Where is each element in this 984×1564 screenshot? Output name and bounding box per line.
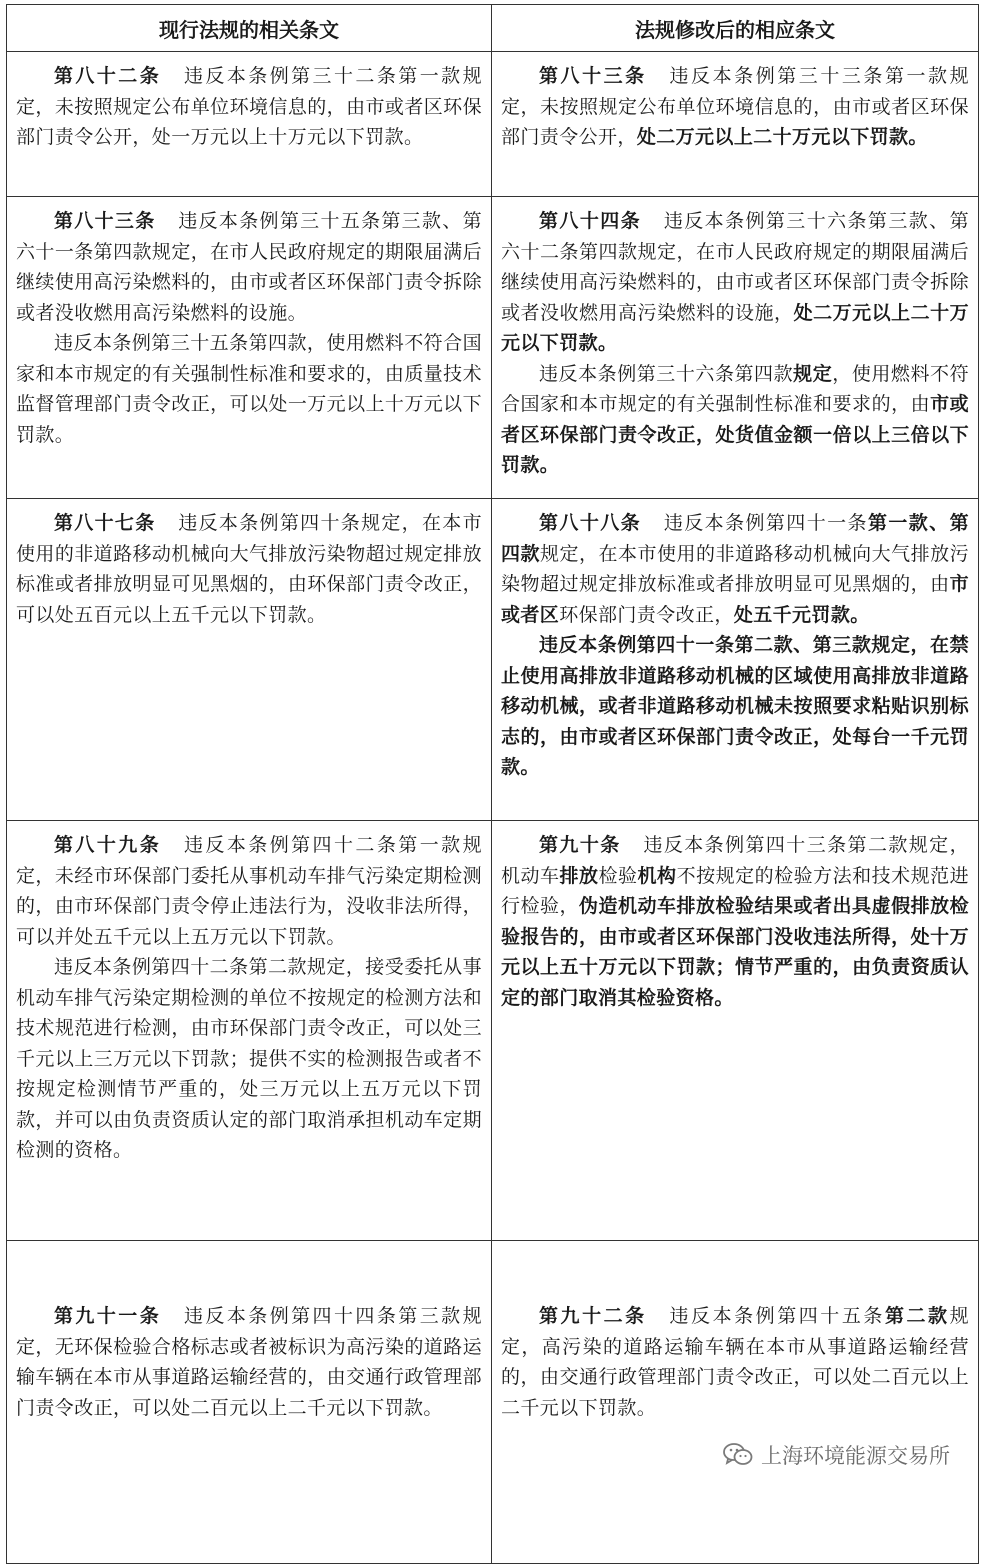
clause-text: 违反本条例第四十五条	[669, 1305, 885, 1327]
table-row	[7, 1241, 979, 1564]
clause-paragraph	[501, 630, 969, 783]
table-row	[7, 52, 979, 197]
header-row	[7, 5, 979, 52]
emphasized-text: 机构	[637, 864, 677, 887]
article-number: 第八十七条	[54, 512, 156, 534]
clause-text: 检验	[598, 864, 638, 887]
clause-text: 规定，高污染的道路运输车辆在本市从事道路运输经营的，由交通行政管理部门责令改正，可以处二百元以上二千元以下罚款。	[501, 1305, 969, 1419]
table-row	[7, 499, 979, 821]
table-row	[7, 821, 979, 1241]
clause-paragraph	[16, 830, 482, 952]
revised-law-cell	[492, 821, 979, 1241]
clause-paragraph	[16, 508, 482, 630]
article-number: 第九十条	[539, 834, 621, 856]
clause-paragraph	[501, 61, 969, 153]
clause-text: 违反本条例第三十二条第一款规定，未按照规定公布单位环境信息的，由市或者区环保部门责令公开，处一万元以上十万元以下罚款。	[16, 65, 482, 148]
emphasized-text: 第一款、第四款	[501, 512, 969, 565]
clause-text: 违反本条例第四十三条第二款规定，机动车	[501, 834, 969, 887]
clause-paragraph	[16, 206, 482, 328]
clause-text: 违反本条例第三十六条第四款	[539, 362, 794, 385]
comparison-table	[6, 4, 979, 1564]
article-number: 第八十三条	[54, 210, 156, 232]
watermark-text: 上海环境能源交易所	[761, 1444, 950, 1468]
clause-text: 不按规定的检验方法和技术规范进行检验，	[501, 864, 969, 917]
clause-text: 违反本条例第四十一条	[663, 512, 868, 534]
wechat-icon	[723, 1442, 753, 1468]
article-number: 第八十九条	[54, 834, 162, 856]
emphasized-text: 处五千元罚款。	[733, 603, 870, 626]
clause-text: 违反本条例第三十五条第三款、第六十一条第四款规定，在市人民政府规定的期限届满后继续使用高污染燃料的，由市或者区环保部门责令拆除或者没收燃用高污染燃料的设施。	[16, 210, 482, 324]
article-number: 第八十二条	[54, 65, 162, 87]
clause-text: 环保部门责令改正，	[559, 603, 734, 626]
revised-law-cell	[492, 499, 979, 821]
article-number: 第九十一条	[54, 1305, 162, 1327]
emphasized-text: 排放	[559, 864, 599, 887]
current-law-cell	[7, 1241, 492, 1564]
clause-paragraph	[501, 359, 969, 481]
revised-law-cell	[492, 197, 979, 499]
emphasized-text: 第二款	[884, 1305, 950, 1327]
clause-text: 违反本条例第四十二条第一款规定，未经市环保部门委托从事机动车排气污染定期检测的，由市环保部门责令停止违法行为，没收非法所得，可以并处五千元以上五万元以下罚款。	[16, 834, 482, 948]
article-number: 第九十二条	[539, 1305, 647, 1327]
emphasized-text: 规定	[793, 362, 833, 385]
clause-paragraph	[16, 1301, 482, 1423]
clause-paragraph	[501, 1301, 969, 1423]
watermark	[723, 1440, 950, 1470]
emphasized-text: 伪造机动车排放检验结果或者出具虚假排放检验报告的，由市或者区环保部门没收违法所得，处十万元以上五十万元以下罚款；情节严重的，由负责资质认定的部门取消其检验资格。	[501, 895, 969, 1009]
header-current-law: 现行法规的相关条文	[7, 5, 492, 52]
clause-text: 规定，在本市使用的非道路移动机械向大气排放污染物超过规定排放标准或者排放明显可见黑烟的，由	[501, 542, 969, 595]
clause-text: 违反本条例第三十三条第一款规定，未按照规定公布单位环境信息的，由市或者区环保部门责令公开，	[501, 65, 969, 148]
article-number: 第八十三条	[539, 65, 647, 87]
clause-paragraph	[501, 206, 969, 359]
clause-paragraph	[16, 61, 482, 153]
revised-law-cell	[492, 1241, 979, 1564]
current-law-cell	[7, 499, 492, 821]
clause-paragraph	[16, 328, 482, 450]
emphasized-text: 处二万元以上二十万元以下罚款。	[501, 301, 969, 354]
article-number: 第八十八条	[539, 512, 642, 534]
clause-paragraph	[501, 508, 969, 630]
clause-text: 违反本条例第四十二条第二款规定，接受委托从事机动车排气污染定期检测的单位不按规定的检测方法和技术规范进行检测，由市环保部门责令改正，可以处三千元以上三万元以下罚款；提供不实的检测报告或者不按规定检测情节严重的，处三万元以上五万元以下罚款，并可以由负责资质认定的部门取消承担机动车定期检测的资格。	[16, 956, 482, 1161]
clause-text: 违反本条例第三十六条第三款、第六十二条第四款规定，在市人民政府规定的期限届满后继续使用高污染燃料的，由市或者区环保部门责令拆除或者没收燃用高污染燃料的设施，	[501, 210, 969, 324]
clause-text: 违反本条例第四十四条第三款规定，无环保检验合格标志或者被标识为高污染的道路运输车辆在本市从事道路运输经营的，由交通行政管理部门责令改正，可以处二百元以上二千元以下罚款。	[16, 1305, 482, 1419]
clause-text: ，使用燃料不符合国家和本市规定的有关强制性标准和要求的，由	[501, 362, 969, 415]
clause-text: 违反本条例第四十条规定，在本市使用的非道路移动机械向大气排放污染物超过规定排放标准或者排放明显可见黑烟的，由环保部门责令改正，可以处五百元以上五千元以下罚款。	[16, 512, 482, 626]
emphasized-text: 处二万元以上二十万元以下罚款。	[636, 126, 928, 148]
clause-text: 违反本条例第三十五条第四款，使用燃料不符合国家和本市规定的有关强制性标准和要求的，由质量技术监督管理部门责令改正，可以处一万元以上十万元以下罚款。	[16, 332, 482, 446]
emphasized-text: 市或者区	[501, 573, 969, 626]
current-law-cell	[7, 52, 492, 197]
clause-paragraph	[16, 952, 482, 1166]
table-row	[7, 197, 979, 499]
emphasized-text: 违反本条例第四十一条第二款、第三款规定，在禁止使用高排放非道路移动机械的区域使用高排放非道路移动机械，或者非道路移动机械未按照要求粘贴识别标志的，由市或者区环保部门责令改正，处每台一千元罚款。	[501, 634, 969, 778]
article-number: 第八十四条	[539, 210, 642, 232]
emphasized-text: 市或者区环保部门责令改正，处货值金额一倍以上三倍以下罚款。	[501, 393, 969, 476]
clause-paragraph	[501, 830, 969, 1013]
revised-law-cell	[492, 52, 979, 197]
current-law-cell	[7, 821, 492, 1241]
current-law-cell	[7, 197, 492, 499]
header-revised-law: 法规修改后的相应条文	[492, 5, 979, 52]
